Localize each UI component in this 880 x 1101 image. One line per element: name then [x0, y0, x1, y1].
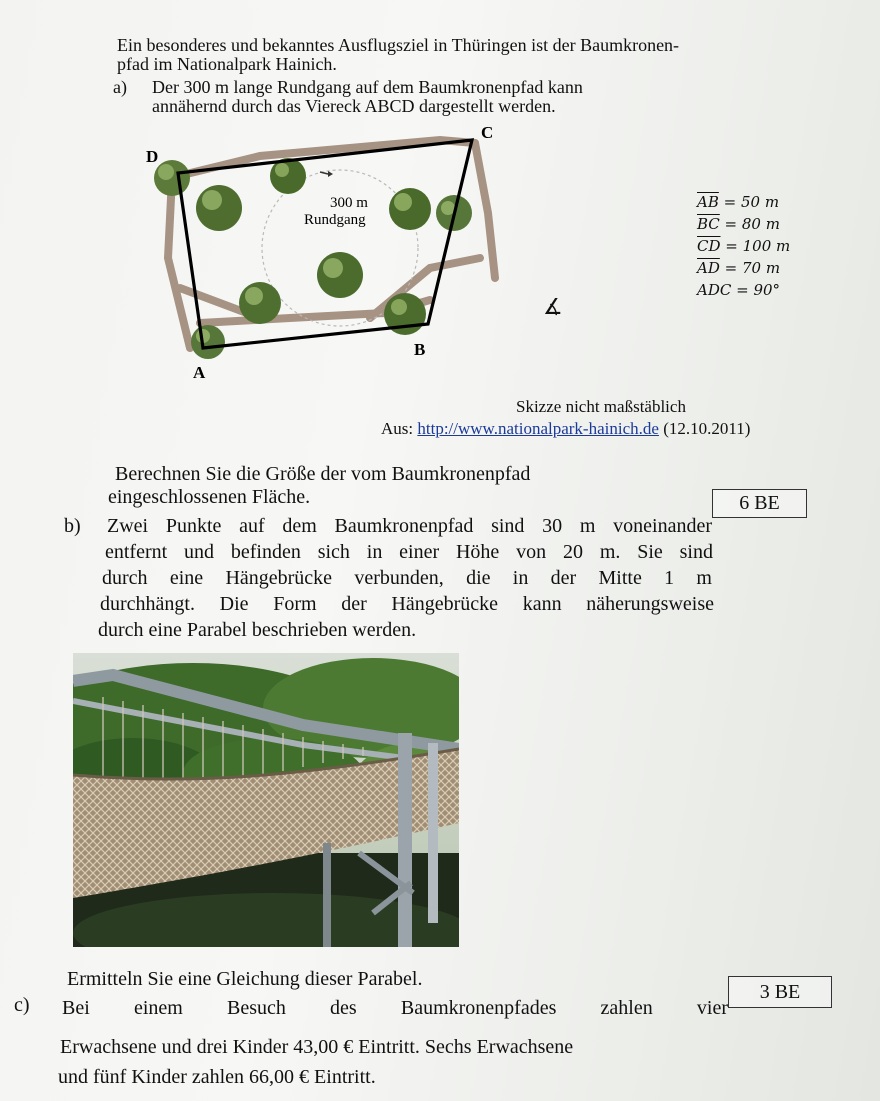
given-ad-segment: $\overline{AD}$	[697, 259, 720, 277]
intro-line-1: Ein besonderes und bekanntes Ausflugsziel in Thüringen ist der Baumkronen-	[117, 35, 680, 55]
given-cd-segment: $\overline{CD}$	[697, 237, 721, 255]
vertex-label-c: C	[481, 123, 494, 142]
given-bc-segment: $\overline{BC}$	[697, 215, 720, 233]
given-cd	[697, 235, 790, 257]
part-c-line-3: und fünf Kinder zahlen 66,00 € Eintritt.	[58, 1066, 376, 1088]
vertex-label-a: A	[193, 363, 206, 382]
vertex-label-b: B	[414, 340, 426, 359]
suspension-bridge-photo	[73, 653, 459, 947]
part-b-line-2: entfernt und befinden sich in einer Höhe von 20 m. Sie sind	[105, 541, 713, 563]
sketch-note: Skizze nicht maßstäblich	[516, 397, 686, 416]
part-b-label: b)	[64, 515, 81, 537]
route-arrowhead-icon	[328, 171, 333, 177]
given-bc-value: = 80 m	[719, 215, 780, 233]
part-b-line-1: Zwei Punkte auf dem Baumkronenpfad sind 30 m voneinander	[107, 515, 712, 537]
given-cd-value: = 100 m	[720, 237, 791, 255]
part-b-line-3: durch eine Hängebrücke verbunden, die in der Mitte 1 m	[102, 567, 712, 589]
part-a-line-1: Der 300 m lange Rundgang auf dem Baumkronenpfad kann	[152, 77, 583, 97]
given-ab-value: = 50 m	[718, 193, 780, 211]
route-arrow-icon	[320, 172, 328, 174]
route-length-label: 300 m	[330, 195, 368, 211]
given-ab	[697, 191, 779, 213]
part-a-task-line-1: Berechnen Sie die Größe der vom Baumkronenpfad	[115, 463, 531, 485]
part-c-line-1: Bei einem Besuch des Baumkronenpfades zahlen vier	[62, 997, 728, 1019]
part-b-line-4: durchhängt. Die Form der Hängebrücke kann näherungsweise	[100, 593, 714, 615]
source-date: (12.10.2011)	[658, 419, 751, 438]
source-line	[381, 418, 750, 440]
part-b-line-5: durch eine Parabel beschrieben werden.	[98, 619, 417, 641]
given-bc	[697, 213, 780, 235]
quadrilateral-sketch	[140, 118, 520, 383]
part-c-line-2: Erwachsene und drei Kinder 43,00 € Eintritt. Sechs Erwachsene	[60, 1036, 574, 1058]
part-a-label: a)	[113, 77, 127, 97]
part-a-line-2: annähernd durch das Viereck ABCD dargestellt werden.	[152, 96, 556, 116]
part-c-label: c)	[14, 994, 30, 1016]
given-ad-value: = 70 m	[719, 259, 781, 277]
given-ab-segment: $\overline{AB}$	[697, 193, 719, 211]
part-b-task: Ermitteln Sie eine Gleichung dieser Parabel.	[67, 968, 423, 990]
points-box-b: 3 BE	[728, 976, 832, 1008]
part-a-task-line-2: eingeschlossenen Fläche.	[108, 486, 311, 508]
vertex-label-d: D	[146, 147, 159, 166]
points-box-a: 6 BE	[712, 489, 807, 518]
source-link[interactable]: http://www.nationalpark-hainich.de	[417, 419, 659, 438]
source-prefix: Aus:	[381, 419, 418, 438]
given-angle: ADC = 90°	[697, 281, 781, 299]
given-ad	[697, 257, 780, 279]
intro-line-2: pfad im Nationalpark Hainich.	[117, 54, 337, 74]
angle-icon: ∡	[543, 295, 563, 320]
route-name-label: Rundgang	[304, 212, 366, 228]
